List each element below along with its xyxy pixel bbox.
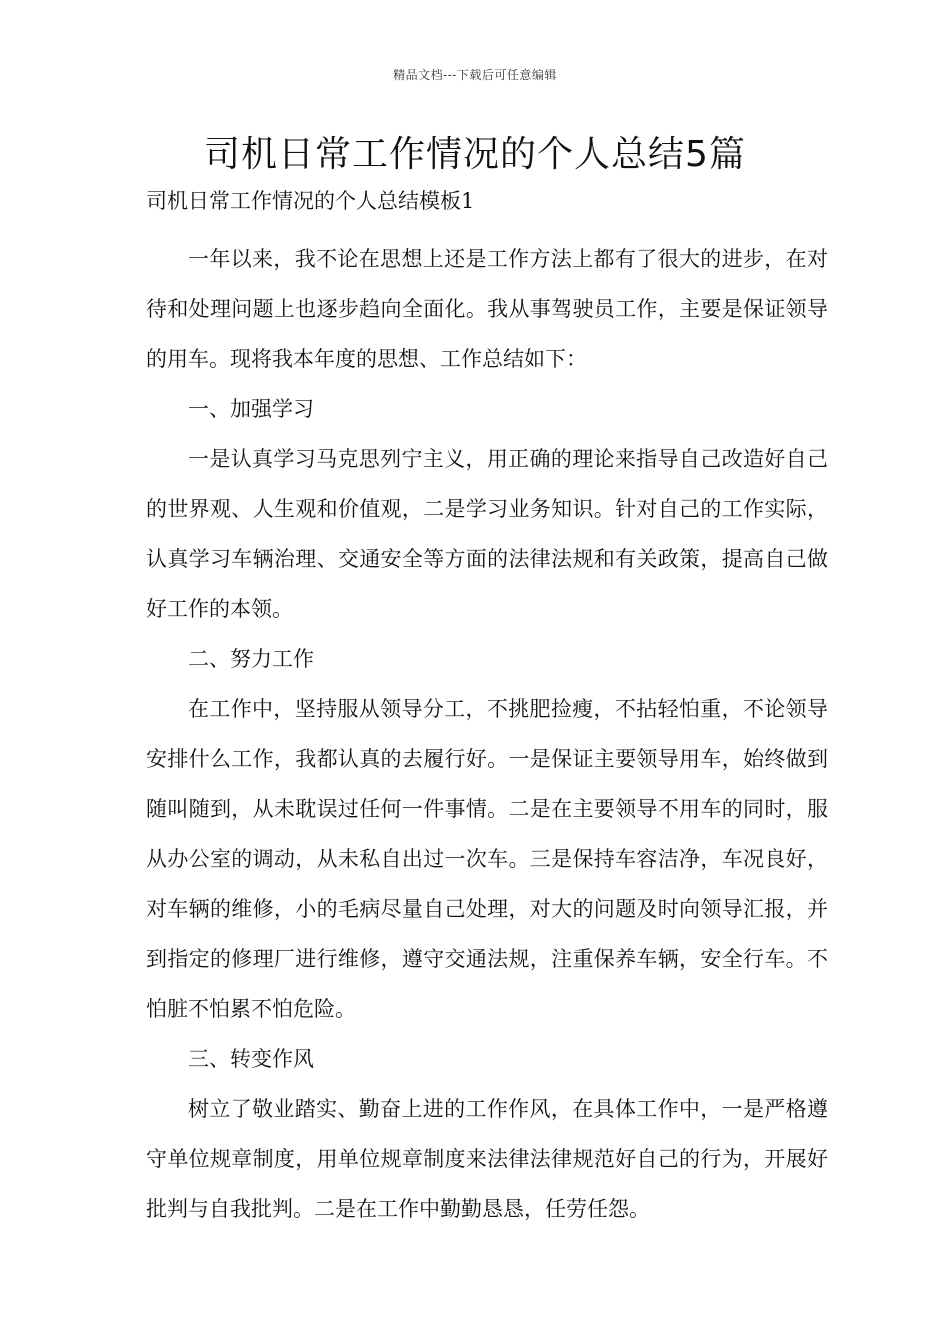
- section-paragraph-1: 一是认真学习马克思列宁主义，用正确的理论来指导自己改造好自己的世界观、人生观和价值观，二是学习业务知识。针对自己的工作实际，认真学习车辆治理、交通安全等方面的法律法规和有关政策，提高自己做好工作的本领。: [146, 447, 828, 621]
- document-subtitle: 司机日常工作情况的个人总结模板1: [146, 189, 475, 213]
- section-heading-3: 三、转变作风: [188, 1047, 314, 1071]
- section-paragraph-2: 在工作中，坚持服从领导分工，不挑肥捡瘦，不拈轻怕重，不论领导安排什么工作，我都认真的去履行好。一是保证主要领导用车，始终做到随叫随到，从未耽误过任何一件事情。二是在主要领导不用车的同时，服从办公室的调动，从未私自出过一次车。三是保持车容洁净，车况良好，对车辆的维修，小的毛病尽量自己处理，对大的问题及时向领导汇报，并到指定的修理厂进行维修，遵守交通法规，注重保养车辆，安全行车。不怕脏不怕累不怕危险。: [146, 697, 828, 1021]
- document-body: [146, 184, 828, 1234]
- document-title: 司机日常工作情况的个人总结5篇: [204, 134, 746, 175]
- header-note: 精品文档---下载后可任意编辑: [393, 68, 557, 82]
- intro-paragraph: 一年以来，我不论在思想上还是工作方法上都有了很大的进步，在对待和处理问题上也逐步趋向全面化。我从事驾驶员工作，主要是保证领导的用车。现将我本年度的思想、工作总结如下：: [146, 247, 828, 371]
- section-paragraph-3: 树立了敬业踏实、勤奋上进的工作作风，在具体工作中，一是严格遵守单位规章制度，用单位规章制度来法律法律规范好自己的行为，开展好批判与自我批判。二是在工作中勤勤恳恳，任劳任怨。: [146, 1097, 828, 1221]
- section-heading-1: 一、加强学习: [188, 397, 314, 421]
- section-heading-2: 二、努力工作: [188, 647, 314, 671]
